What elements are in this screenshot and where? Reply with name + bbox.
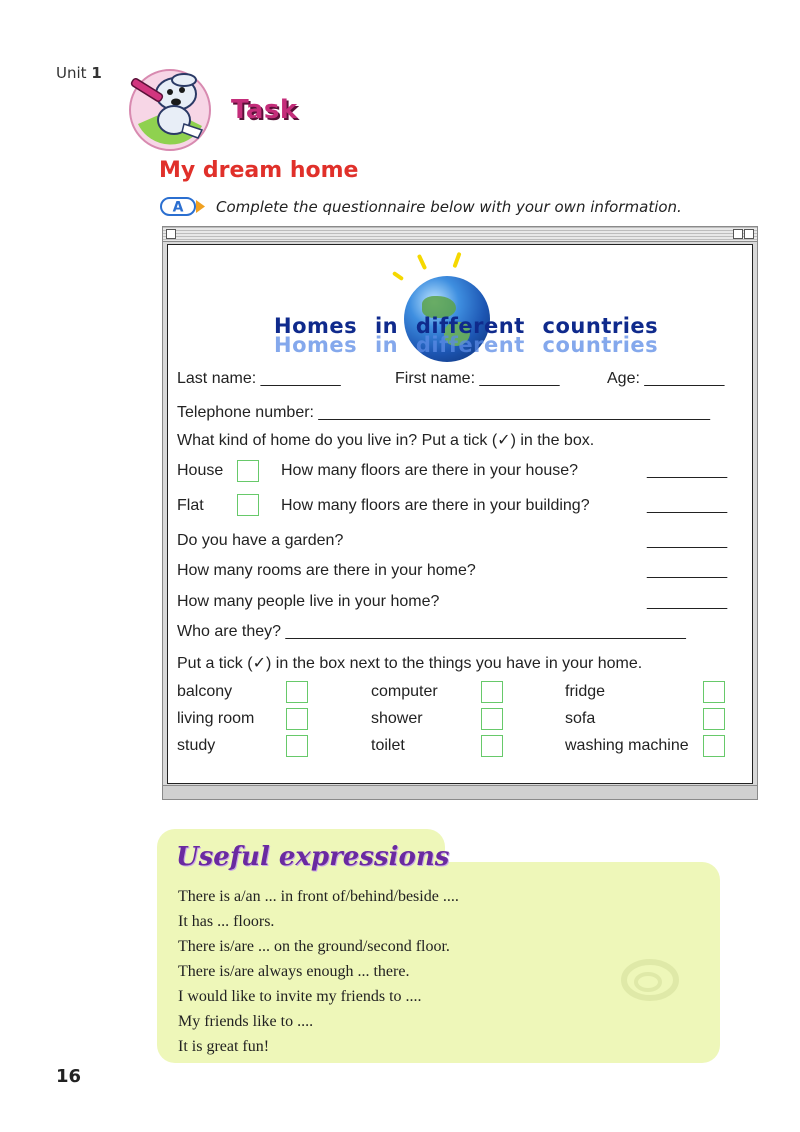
item-label: toilet <box>371 737 405 754</box>
expression-line: It has ... floors. <box>178 913 275 930</box>
last-name-field[interactable]: Last name: _________ <box>177 370 341 387</box>
item-checkbox[interactable] <box>286 735 308 757</box>
house-floors-question: How many floors are there in your house? <box>281 462 579 479</box>
tick-things-instruction: Put a tick (✓) in the box next to the things you have in your home. <box>177 655 643 672</box>
window-title-bar <box>163 227 757 242</box>
age-field[interactable]: Age: _________ <box>607 370 725 387</box>
flat-checkbox[interactable] <box>237 494 259 516</box>
expression-line: I would like to invite my friends to .... <box>178 988 422 1005</box>
flat-label: Flat <box>177 497 204 514</box>
garden-answer[interactable]: _________ <box>647 532 728 549</box>
item-label: fridge <box>565 683 606 700</box>
kind-of-home-question: What kind of home do you live in? Put a tick (✓) in the box. <box>177 432 595 449</box>
window-zoom-icon <box>733 229 743 239</box>
window-close-icon <box>166 229 176 239</box>
expression-line: There is a/an ... in front of/behind/beside .... <box>178 888 459 905</box>
window-collapse-icon <box>744 229 754 239</box>
item-label: sofa <box>565 710 596 727</box>
first-name-field[interactable]: First name: _________ <box>395 370 560 387</box>
banner-reflection: Homes in different countries <box>274 333 659 357</box>
exercise-badge <box>160 197 206 216</box>
item-checkbox[interactable] <box>481 681 503 703</box>
item-checkbox[interactable] <box>481 708 503 730</box>
item-checkbox[interactable] <box>703 708 725 730</box>
useful-expressions-list <box>178 884 459 1059</box>
expression-line: It is great fun! <box>178 1038 270 1055</box>
page-number: 16 <box>56 1066 82 1087</box>
item-label: living room <box>177 710 255 727</box>
expression-line: My friends like to .... <box>178 1013 314 1030</box>
item-checkbox[interactable] <box>703 735 725 757</box>
people-question: How many people live in your home? <box>177 593 440 610</box>
item-label: computer <box>371 683 438 700</box>
task-title: Task <box>231 95 298 125</box>
rooms-question: How many rooms are there in your home? <box>177 562 476 579</box>
useful-expressions-title: Useful expressions <box>176 842 450 872</box>
house-label: House <box>177 462 224 479</box>
house-checkbox[interactable] <box>237 460 259 482</box>
people-answer[interactable]: _________ <box>647 593 728 610</box>
expression-line: There is/are ... on the ground/second floor. <box>178 938 450 955</box>
banner-title: Homes in different countries <box>274 314 659 338</box>
garden-question: Do you have a garden? <box>177 532 344 549</box>
unit-label: Unit 1 <box>56 64 102 82</box>
flat-floors-question: How many floors are there in your building? <box>281 497 590 514</box>
who-field[interactable]: Who are they? _____________________________________________ <box>177 623 686 640</box>
rooms-answer[interactable]: _________ <box>647 562 728 579</box>
window-footer <box>163 785 757 799</box>
item-label: washing machine <box>565 737 689 754</box>
exercise-instruction: Complete the questionnaire below with your own information. <box>216 198 682 216</box>
swirl-decoration-icon <box>600 950 700 1010</box>
item-label: balcony <box>177 683 233 700</box>
item-label: shower <box>371 710 423 727</box>
item-checkbox[interactable] <box>481 735 503 757</box>
exercise-badge-label: A <box>172 199 184 216</box>
house-floors-answer[interactable]: _________ <box>647 462 728 479</box>
item-checkbox[interactable] <box>703 681 725 703</box>
flat-floors-answer[interactable]: _________ <box>647 497 728 514</box>
dog-mascot-icon <box>124 64 220 152</box>
expression-line: There is/are always enough ... there. <box>178 963 410 980</box>
item-label: study <box>177 737 216 754</box>
telephone-field[interactable]: Telephone number: ____________________________________________ <box>177 404 710 421</box>
section-title: My dream home <box>159 158 359 183</box>
item-checkbox[interactable] <box>286 708 308 730</box>
item-checkbox[interactable] <box>286 681 308 703</box>
